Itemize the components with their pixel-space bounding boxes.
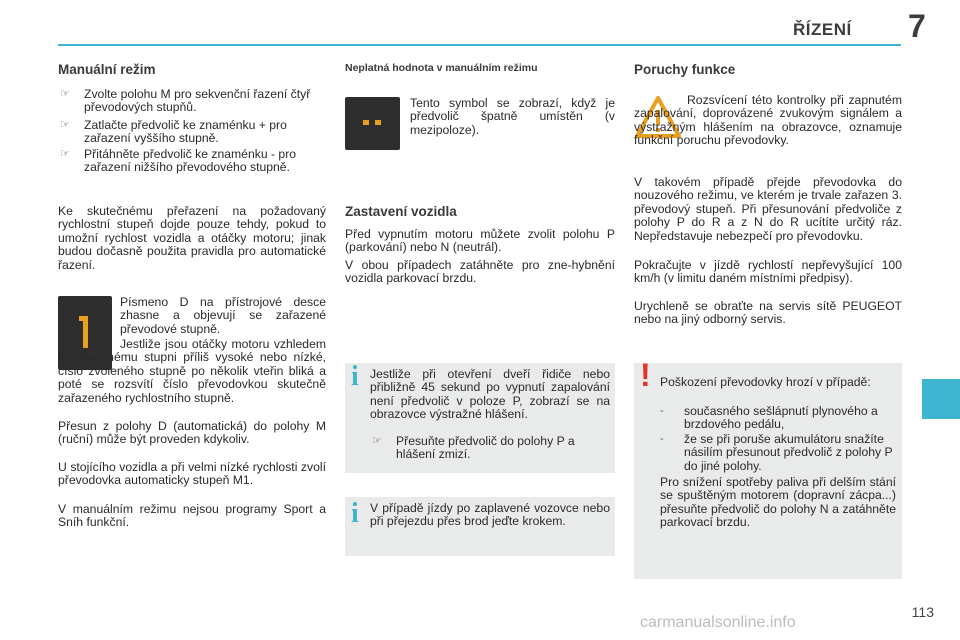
invalid-gear-icon	[345, 97, 400, 150]
paragraph: Pro snížení spotřeby paliva při delším stání se spuštěným motorem (dopravní zácpa...) přesuňte předvolič do polohy N a zatáhněte parkovací brzdu.	[660, 475, 896, 530]
watermark: carmanualsonline.info	[640, 614, 796, 631]
arrow-pointer-icon: ☞	[60, 119, 70, 131]
paragraph: Písmeno D na přístrojové desce zhasne a objevují se zařazené převodové stupně.	[120, 295, 326, 336]
arrow-pointer-icon: ☞	[60, 148, 70, 160]
paragraph: U stojícího vozidla a při velmi nízké rychlosti zvolí převodovka automaticky stupeň M1.	[58, 460, 326, 488]
info-icon: i	[351, 361, 359, 392]
paragraph: Přesun z polohy D (automatická) do polohy M (ruční) může být proveden kdykoliv.	[58, 419, 326, 447]
invalid-value-subtitle: Neplatná hodnota v manuálním režimu	[345, 62, 538, 74]
dash-text: že se při poruše akumulátoru snažíte násilím přesunout předvolič z polohy P do jiné polohy.	[684, 432, 893, 473]
arrow-pointer-icon: ☞	[372, 435, 382, 447]
bullet-text: Přitáhněte předvolič ke znaménku - pro zařazení nižšího převodového stupně.	[84, 147, 297, 175]
chapter-title: ŘÍZENÍ	[793, 20, 852, 39]
bullet-item	[60, 88, 326, 115]
paragraph: Ke skutečnému přeřazení na požadovaný rychlostní stupeň dojde pouze tehdy, pokud to umožní rychlost vozidla a otáčky motoru; jinak budou dočasně použita pravidla pro automatické řazení.	[58, 204, 326, 272]
header-divider	[58, 44, 901, 46]
page-number: 113	[911, 604, 934, 620]
paragraph: V případě jízdy po zaplavené vozovce nebo při přejezdu přes brod jeďte krokem.	[370, 501, 610, 529]
paragraph: Jestliže při otevření dveří řidiče nebo přibližně 45 sekund po vypnutí zapalování není předvolič v poloze P, zobrazí se na obrazovce výstražné hlášení.	[370, 367, 610, 422]
paragraph: Pokračujte v jízdě rychlostí nepřevyšující 100 km/h (v limitu daném místními předpisy).	[634, 258, 902, 286]
dash-marker: -	[660, 405, 664, 417]
bullet-text: Zvolte polohu M pro sekvenční řazení čtyř převodových stupňů.	[84, 87, 311, 115]
dash-text: současného sešlápnutí plynového a brzdového pedálu,	[684, 404, 878, 432]
paragraph: Poškození převodovky hrozí v případě:	[660, 375, 871, 389]
dash-item	[660, 433, 896, 473]
malfunctions-title: Poruchy funkce	[634, 62, 736, 77]
paragraph: Urychleně se obraťte na servis sítě PEUGEOT nebo na jiný odborný servis.	[634, 299, 902, 327]
bullet-item	[372, 435, 610, 462]
paragraph: Před vypnutím motoru můžete zvolit polohu P (parkování) nebo N (neutrál).	[345, 227, 615, 255]
paragraph: Jestliže jsou otáčky motoru vzhledem k zařazenému stupni příliš vysoké nebo nízké, číslo zvoleného stupně po několik vteřin bliká a poté se rozsvítí číslo převodovkou skutečně zařazeného rychlostního stupně.	[58, 337, 326, 405]
paragraph: V takovém případě přejde převodovka do nouzového režimu, ve kterém je trvale zařazen 3. převodový stupeň. Při přesunování předvoliče z polohy P do R a z N do R ucítíte určitý ráz. Nepředstavuje nebezpečí pro převodovku.	[634, 175, 902, 243]
info-icon: i	[351, 498, 359, 529]
chapter-number: 7	[908, 8, 926, 44]
arrow-pointer-icon: ☞	[60, 88, 70, 100]
chapter-side-tab	[922, 379, 960, 419]
bullet-item	[60, 148, 326, 175]
paragraph: Rozsvícení této kontrolky při zapnutém zapalování, doprovázené zvukovým signálem a výstražným hlášením na obrazovce, oznamuje funkční poruchu převodovky.	[634, 93, 902, 148]
bullet-text: Zatlačte předvolič ke znaménku + pro zařazení vyššího stupně.	[84, 118, 287, 146]
stop-vehicle-title: Zastavení vozidla	[345, 204, 457, 219]
warning-exclamation-icon: !	[640, 357, 651, 393]
paragraph: V obou případech zatáhněte pro zne-hybnění vozidla parkovací brzdu.	[345, 258, 615, 286]
manual-mode-title: Manuální režim	[58, 62, 156, 77]
dash-item	[660, 405, 896, 432]
dash-marker: -	[660, 433, 664, 445]
paragraph: Tento symbol se zobrazí, když je předvolič špatně umístěn (v mezipoloze).	[410, 96, 615, 137]
bullet-item	[60, 119, 326, 146]
paragraph: V manuálním režimu nejsou programy Sport a Sníh funkční.	[58, 502, 326, 530]
bullet-text: Přesuňte předvolič do polohy P a hlášení zmizí.	[396, 434, 575, 462]
